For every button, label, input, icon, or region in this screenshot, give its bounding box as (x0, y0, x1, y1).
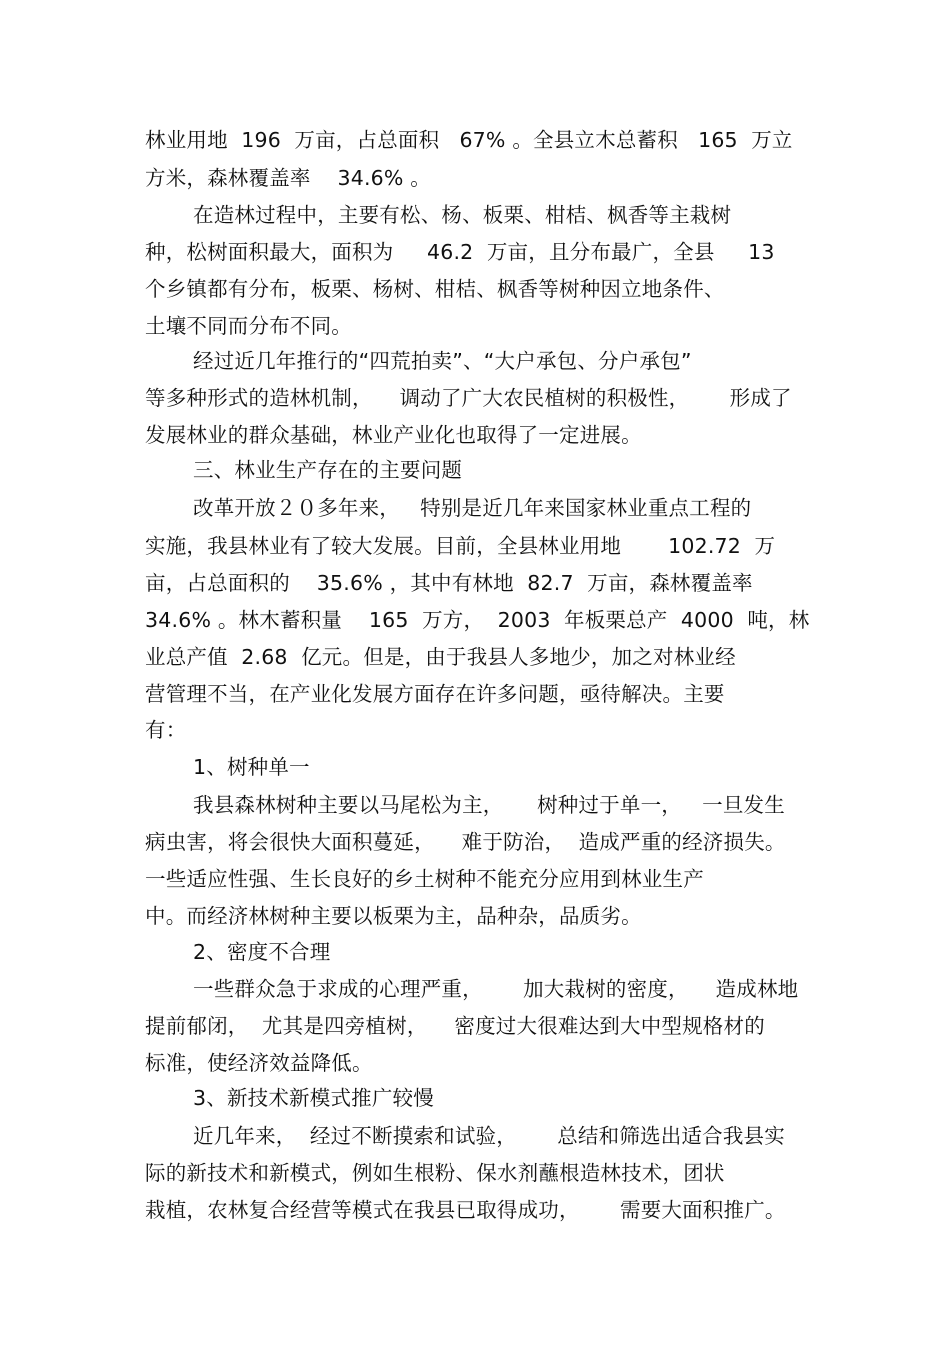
text-line: 一些适应性强、生长良好的乡土树种不能充分应用到林业生产 (145, 867, 704, 891)
paragraph-first-line: 一些群众急于求成的心理严重， 加大栽树的密度， 造成林地 (193, 977, 799, 1001)
text-line: 实施，我县林业有了较大发展。目前，全县林业用地 102.72 万 (145, 534, 776, 558)
text-line: 方米，森林覆盖率 34.6% 。 (145, 166, 432, 190)
text-line: 栽植，农林复合经营等模式在我县已取得成功， 需要大面积推广。 (145, 1198, 786, 1222)
text-line: 提前郁闭， 尤其是四旁植树， 密度过大很难达到大中型规格材的 (145, 1014, 765, 1038)
text-line: 有： (145, 718, 187, 742)
text-line: 亩，占总面积的 35.6% ，其中有林地 82.7 万亩，森林覆盖率 (145, 571, 753, 595)
text-line: 标准，使经济效益降低。 (145, 1051, 373, 1075)
text-line: 34.6% 。林木蓄积量 165 万方， 2003 年板栗总产 4000 吨，林 (145, 608, 810, 632)
paragraph-first-line: 我县森林树种主要以马尾松为主， 树种过于单一， 一旦发生 (193, 793, 785, 817)
text-line: 病虫害，将会很快大面积蔓延， 难于防治， 造成严重的经济损失。 (145, 830, 786, 854)
paragraph-first-line: 在造林过程中，主要有松、杨、板栗、柑桔、枫香等主栽树 (193, 203, 732, 227)
text-line: 土壤不同而分布不同。 (145, 314, 352, 338)
paragraph-first-line: 近几年来， 经过不断摸索和试验， 总结和筛选出适合我县实 (193, 1124, 785, 1148)
text-line: 发展林业的群众基础，林业产业化也取得了一定进展。 (145, 423, 642, 447)
text-line: 业总产值 2.68 亿元。但是，由于我县人多地少，加之对林业经 (145, 645, 736, 669)
text-line: 际的新技术和新模式，例如生根粉、保水剂蘸根造林技术，团状 (145, 1161, 725, 1185)
subsection-heading: 1、树种单一 (193, 755, 310, 779)
text-line: 等多种形式的造林机制， 调动了广大农民植树的积极性， 形成了 (145, 386, 792, 410)
text-line: 营管理不当，在产业化发展方面存在许多问题，亟待解决。主要 (145, 682, 725, 706)
text-line: 林业用地 196 万亩，占总面积 67% 。全县立木总蓄积 165 万立 (145, 128, 793, 152)
section-heading: 三、林业生产存在的主要问题 (193, 458, 463, 482)
paragraph-first-line: 经过近几年推行的“四荒拍卖”、“大户承包、分户承包” (193, 349, 692, 373)
paragraph-first-line: 改革开放２０多年来， 特别是近几年来国家林业重点工程的 (193, 496, 752, 520)
text-line: 个乡镇都有分布，板栗、杨树、柑桔、枫香等树种因立地条件、 (145, 277, 725, 301)
text-line: 种，松树面积最大，面积为 46.2 万亩，且分布最广，全县 13 (145, 240, 775, 264)
text-line: 中。而经济林树种主要以板栗为主，品种杂，品质劣。 (145, 904, 642, 928)
subsection-heading: 3、新技术新模式推广较慢 (193, 1086, 434, 1110)
subsection-heading: 2、密度不合理 (193, 940, 331, 964)
